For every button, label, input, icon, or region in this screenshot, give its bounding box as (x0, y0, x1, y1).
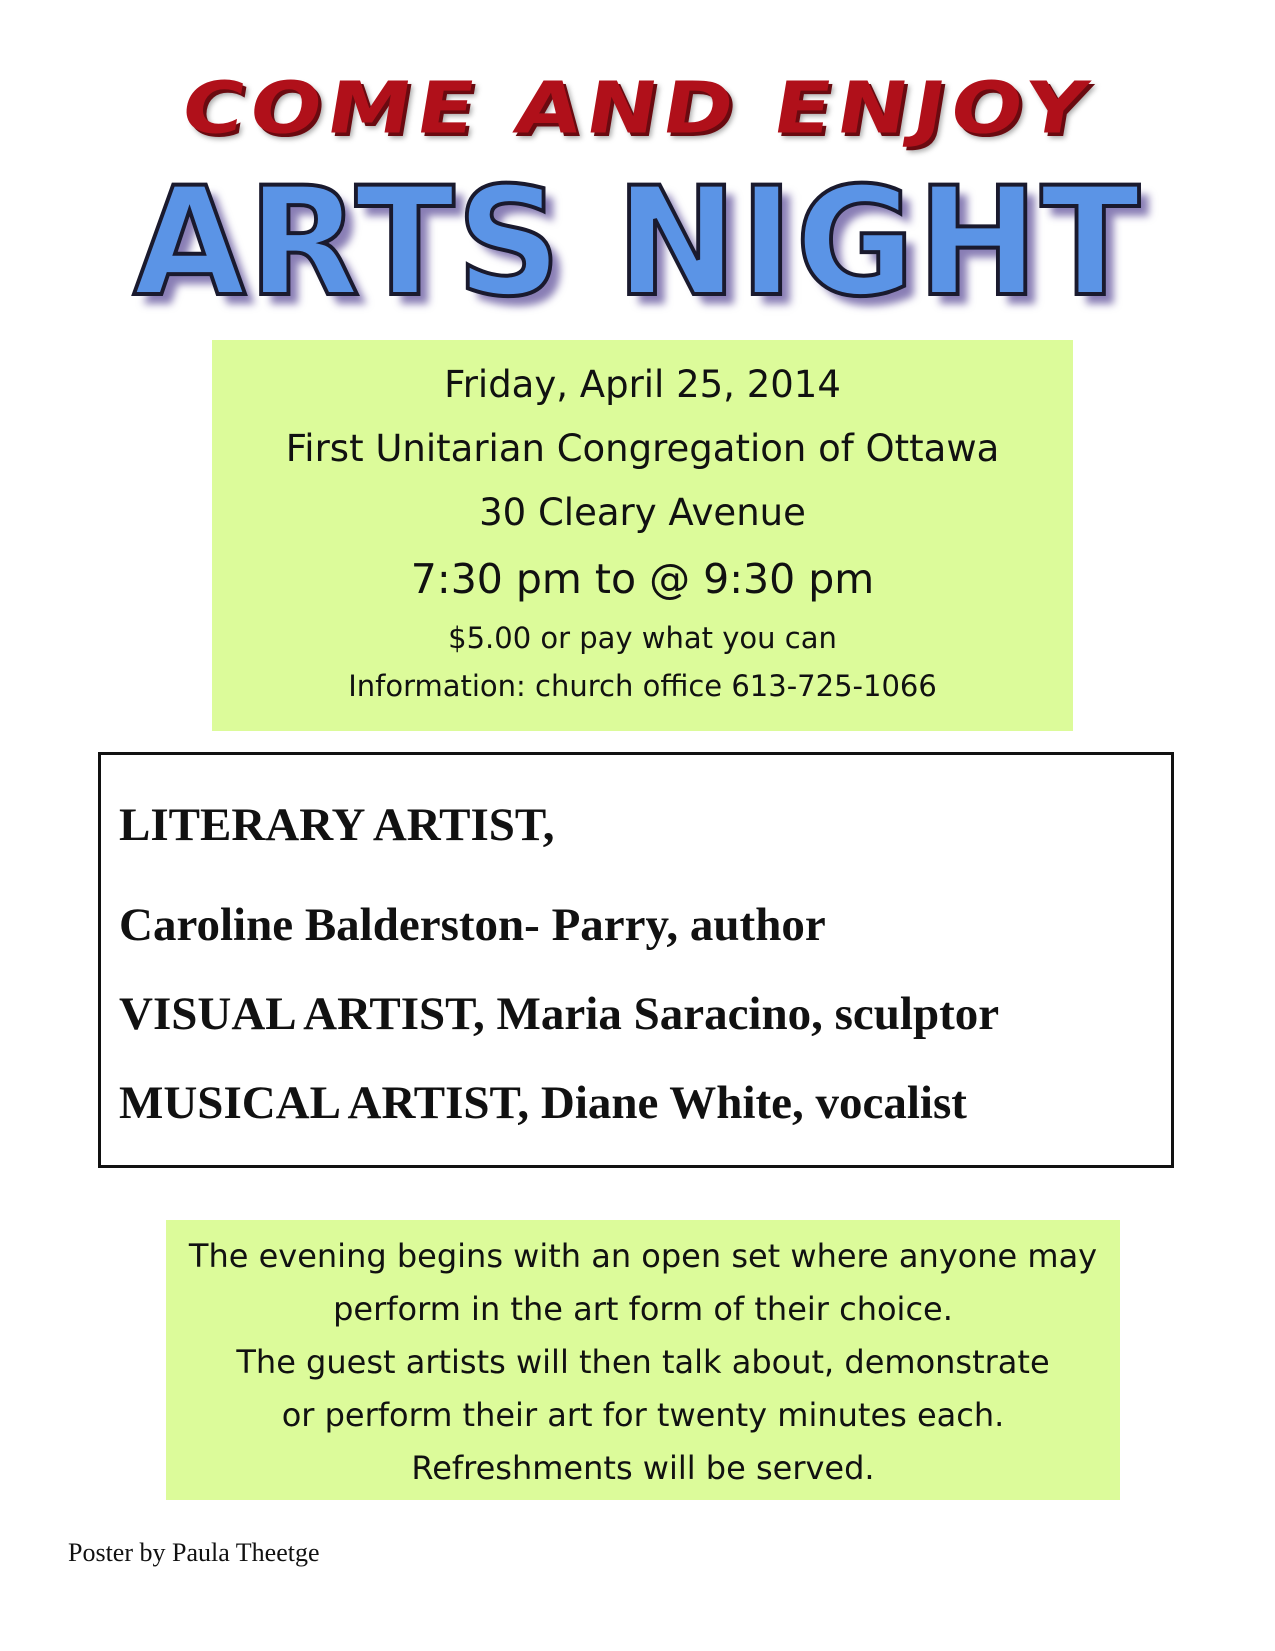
artist-line-visual: VISUAL ARTIST, Maria Saracino, sculptor (119, 988, 1000, 1040)
note-line: perform in the art form of their choice. (333, 1290, 953, 1328)
note-line: Refreshments will be served. (411, 1449, 875, 1487)
artist-line-literary-heading: LITERARY ARTIST, (119, 799, 555, 851)
event-time: 7:30 pm to @ 9:30 pm (410, 555, 875, 603)
event-contact: Information: church office 613-725-1066 (348, 669, 937, 703)
program-notes-box (166, 1220, 1120, 1500)
note-line: The evening begins with an open set where anyone may (188, 1237, 1098, 1275)
note-line: The guest artists will then talk about, demonstrate (236, 1343, 1050, 1381)
event-price: $5.00 or pay what you can (448, 621, 837, 655)
event-address: 30 Cleary Avenue (479, 491, 806, 534)
headline-tagline: COME AND ENJOY (175, 66, 1100, 150)
event-info-box (212, 340, 1073, 731)
headline-title: ARTS NIGHT (133, 156, 1142, 330)
event-venue: First Unitarian Congregation of Ottawa (285, 427, 1000, 470)
poster-credit: Poster by Paula Theetge (68, 1538, 320, 1567)
note-line: or perform their art for twenty minutes each. (281, 1396, 1005, 1434)
event-date: Friday, April 25, 2014 (444, 363, 841, 406)
artist-line-literary: Caroline Balderston- Parry, author (119, 899, 826, 951)
artist-line-musical: MUSICAL ARTIST, Diane White, vocalist (119, 1077, 967, 1129)
artists-box (98, 752, 1174, 1168)
